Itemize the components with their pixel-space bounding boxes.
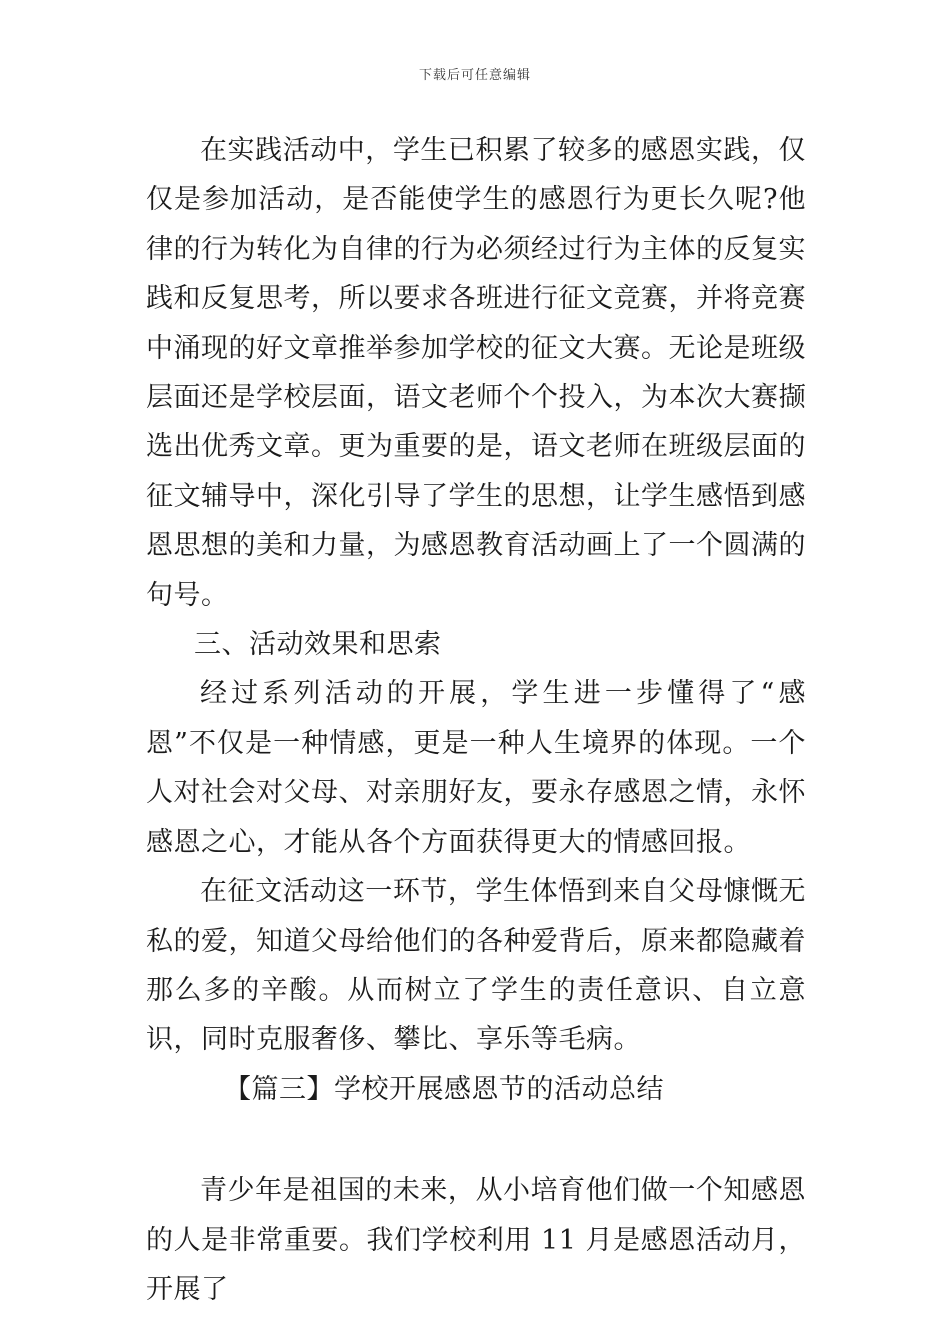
document-body xyxy=(146,126,806,1314)
chapter-title: 【篇三】学校开展感恩节的活动总结 xyxy=(224,1073,664,1105)
section-heading-effects: 三、活动效果和思索 xyxy=(194,629,442,661)
paragraph-practice-essay: 在实践活动中，学生已积累了较多的感恩实践，仅仅是参加活动，是否能使学生的感恩行为更长久呢?他律的行为转化为自律的行为必须经过行为主体的反复实践和反复思考，所以要求各班进行征文竞赛，并将竞赛中涌现的好文章推举参加学校的征文大赛。无论是班级层面还是学校层面，语文老师个个投入，为本次大赛撷选出优秀文章。更为重要的是，语文老师在班级层面的征文辅导中，深化引导了学生的思想，让学生感悟到感恩思想的美和力量，为感恩教育活动画上了一个圆满的句号。 xyxy=(146,135,806,611)
paragraph-effects: 经过系列活动的开展，学生进一步懂得了“感恩”不仅是一种情感，更是一种人生境界的体现。一个人对社会对父母、对亲朋好友，要永存感恩之情，永怀感恩之心，才能从各个方面获得更大的情感回报。 xyxy=(146,678,806,858)
header-note: 下载后可任意编辑 xyxy=(418,68,531,83)
blank-line xyxy=(146,1114,806,1166)
paragraph-essay-activity: 在征文活动这一环节，学生体悟到来自父母慷慨无私的爱，知道父母给他们的各种爱背后，原来都隐藏着那么多的辛酸。从而树立了学生的责任意识、自立意识，同时克服奢侈、攀比、享乐等毛病。 xyxy=(146,876,806,1056)
paragraph-youth-intro: 青少年是祖国的未来，从小培育他们做一个知感恩的人是非常重要。我们学校利用 11 月是感恩活动月，开展了 xyxy=(146,1175,806,1305)
